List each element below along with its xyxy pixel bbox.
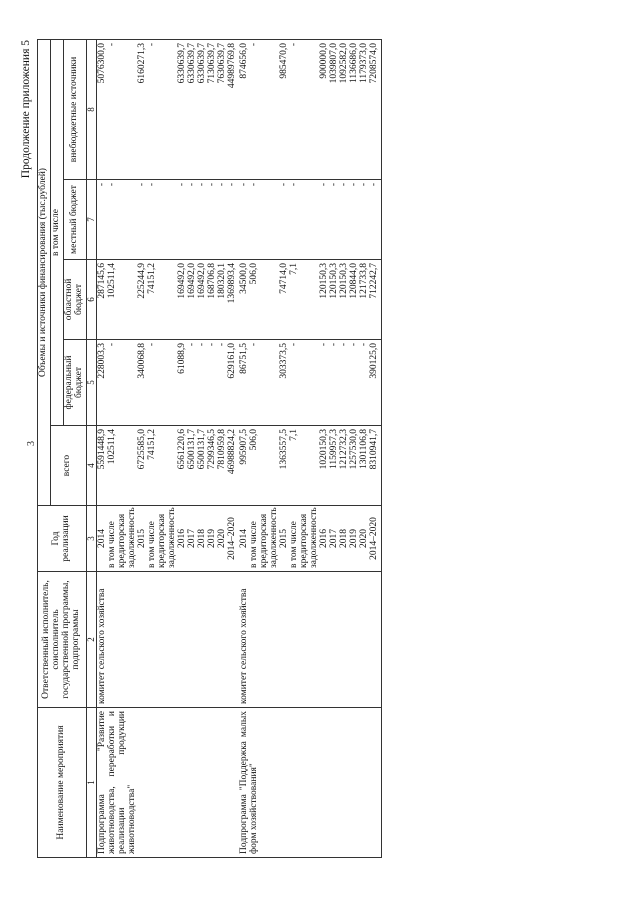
year-value: 2015 [137, 529, 148, 548]
local-value: - [207, 183, 217, 187]
extra-value: 7130639,7 [207, 43, 217, 84]
local-value: - [216, 183, 227, 187]
year-value: в том числе кредиторская задолженность [248, 507, 279, 568]
year-value: 2014 [238, 529, 249, 548]
extra-value: 874656,0 [238, 43, 249, 79]
federal-value: - [216, 343, 227, 347]
local-value: - [226, 183, 237, 187]
executor-name: комитет сельского хозяйства [97, 572, 239, 708]
regional-value: 121733,8 [358, 263, 369, 299]
col-num: 6 [86, 260, 96, 340]
local-value: - [177, 183, 188, 187]
total-value: 5591448,9 [97, 429, 108, 470]
year-value: в том числе кредиторская задолженность [147, 507, 178, 568]
year-value: 2017 [328, 529, 339, 548]
year-value: 2020 [216, 529, 227, 548]
extra-value: 6160271,3 [137, 43, 148, 84]
financing-table [37, 39, 382, 858]
year-cell [239, 506, 381, 572]
local-value: - [368, 183, 379, 187]
local-value: - [248, 183, 259, 187]
total-value: 1020150,3 [318, 429, 329, 470]
local-value: - [318, 183, 329, 187]
regional-value: 120150,3 [328, 263, 339, 299]
federal-value: - [288, 343, 299, 347]
regional-value: 169492,0 [177, 263, 188, 299]
extra-value: 1092582,0 [338, 43, 349, 84]
header-including: в том числе [50, 40, 63, 426]
regional-value: 34500,0 [238, 263, 249, 294]
subprogram-name: Подпрограмма "Развитие животноводства, переработки и реализации продукции животноводства" [97, 708, 239, 858]
rotated-table-sheet [20, 40, 620, 880]
regional-value: 120150,3 [318, 263, 329, 299]
col-num: 5 [86, 340, 96, 426]
local-value: - [278, 183, 289, 187]
header-name: Наименование мероприятия [38, 708, 87, 858]
total-value: 506,0 [248, 429, 259, 451]
federal-value: - [358, 343, 369, 347]
regional-value: 7,1 [288, 263, 299, 275]
total-value: 7299346,5 [207, 429, 217, 470]
local-value: - [348, 183, 359, 187]
local-value: - [97, 183, 108, 187]
units-note: (тыс.рублей) [38, 168, 48, 220]
federal-value: - [348, 343, 359, 347]
regional-cell [239, 260, 381, 340]
extra-value: 900000,0 [318, 43, 329, 79]
federal-value: - [318, 343, 329, 347]
extra-value: - [248, 43, 259, 47]
regional-value: 74151,2 [147, 263, 158, 294]
total-value: 1301106,8 [358, 429, 369, 470]
regional-value: 287145,6 [97, 263, 108, 299]
federal-value: - [197, 343, 208, 347]
extra-value: 1039807,0 [328, 43, 339, 84]
federal-value: - [207, 343, 217, 347]
year-value: в том числе кредиторская задолженность [288, 507, 319, 568]
local-value: - [147, 183, 158, 187]
year-value: 2017 [187, 529, 198, 548]
year-value: 2014–2020 [368, 517, 379, 560]
col-num: 2 [86, 572, 96, 708]
total-value: 46988824,2 [226, 429, 237, 475]
federal-value: - [338, 343, 349, 347]
extra-value: 5076300,0 [97, 43, 108, 84]
local-value: - [328, 183, 339, 187]
local-cell [97, 180, 239, 260]
total-value: 995907,5 [238, 429, 249, 465]
total-value: 6500131,7 [187, 429, 198, 470]
extra-value: 6330639,7 [197, 43, 208, 84]
executor-name: комитет сельского хозяйства [239, 572, 381, 708]
extra-value: 7208574,0 [368, 43, 379, 84]
federal-value: - [107, 343, 118, 347]
regional-value: 120150,3 [338, 263, 349, 299]
header-volumes-text: Объемы и источники финансирования [38, 221, 48, 377]
local-value: - [338, 183, 349, 187]
total-cell [97, 426, 239, 506]
extra-cell [97, 40, 239, 180]
total-value: 8310941,7 [368, 429, 379, 470]
column-numbers-row [86, 40, 96, 858]
col-num: 1 [86, 708, 96, 858]
federal-cell [97, 340, 239, 426]
total-value: 7,1 [288, 429, 299, 441]
total-value: 6725585,0 [137, 429, 148, 470]
federal-value: 303373,5 [278, 343, 289, 379]
header-total: всего [50, 426, 86, 506]
appendix-title [20, 40, 32, 260]
local-value: - [137, 183, 148, 187]
total-value: 6500131,7 [197, 429, 208, 470]
regional-value: 169492,0 [197, 263, 208, 299]
total-value: 1257530,0 [348, 429, 359, 470]
col-num: 8 [86, 40, 96, 180]
federal-value: 61088,9 [177, 343, 188, 374]
total-value: 6561220,6 [177, 429, 188, 470]
total-cell [239, 426, 381, 506]
regional-value: 506,0 [248, 263, 259, 285]
extra-value: 6330639,7 [177, 43, 188, 84]
regional-value: 74714,0 [278, 263, 289, 294]
year-value: 2018 [197, 529, 207, 548]
extra-value: - [147, 43, 158, 47]
header-extra: внебюджетные источники [63, 40, 86, 180]
total-value: 74151,2 [147, 429, 158, 460]
col-num: 4 [86, 426, 96, 506]
header-federal: федеральный бюджет [63, 340, 86, 426]
local-value: - [187, 183, 198, 187]
federal-value: 340068,8 [137, 343, 148, 379]
header-local: местный бюджет [63, 180, 86, 260]
extra-value: 7630639,7 [216, 43, 227, 84]
year-value: 2014 [97, 529, 108, 548]
regional-cell [97, 260, 239, 340]
federal-value: - [248, 343, 259, 347]
year-cell [97, 506, 239, 572]
federal-value: - [328, 343, 339, 347]
extra-value: 1136686,0 [348, 43, 359, 84]
regional-value: 1369893,4 [226, 263, 237, 304]
federal-value: - [147, 343, 158, 347]
subprogram-name: Подпрограмма "Поддержка малых форм хозяйствования" [239, 708, 381, 858]
regional-value: 102511,4 [107, 263, 118, 299]
appendix-title-text: Продолжение приложения 5 [20, 40, 32, 179]
table-row-block-2 [239, 40, 381, 858]
year-value: 2019 [348, 529, 359, 548]
year-value: 2019 [206, 529, 217, 548]
regional-value: 169492,0 [187, 263, 198, 299]
regional-value: 180320,1 [216, 263, 227, 299]
federal-cell [239, 340, 381, 426]
federal-value: 629161,0 [226, 343, 237, 379]
extra-value: - [288, 43, 299, 47]
local-value: - [238, 183, 249, 187]
total-value: 1212732,3 [338, 429, 349, 470]
year-value: 2016 [177, 529, 188, 548]
local-cell [239, 180, 381, 260]
regional-value: 120844,0 [348, 263, 359, 299]
header-regional: областной бюджет [63, 260, 86, 340]
col-num: 3 [86, 506, 96, 572]
extra-value: 985470,0 [278, 43, 289, 79]
local-value: - [358, 183, 369, 187]
total-value: 102511,4 [107, 429, 118, 465]
year-value: 2014–2020 [226, 517, 237, 560]
extra-value: - [107, 43, 118, 47]
total-value: 1159957,3 [328, 429, 339, 470]
total-value: 7810959,8 [216, 429, 227, 470]
col-num: 7 [86, 180, 96, 260]
year-value: в том числе кредиторская задолженность [107, 507, 138, 568]
local-value: - [288, 183, 299, 187]
federal-value: 86751,5 [238, 343, 249, 374]
regional-value: 225244,9 [137, 263, 148, 299]
total-value: 1363557,5 [278, 429, 289, 470]
extra-cell [239, 40, 381, 180]
year-value: 2020 [358, 529, 369, 548]
local-value: - [107, 183, 118, 187]
regional-value: 168706,8 [207, 263, 217, 299]
header-volumes [38, 40, 51, 506]
page-number: 3 [26, 441, 37, 446]
header-executor: Ответственный исполнитель, соисполнитель государственной программы, подпрограммы [38, 572, 87, 708]
year-value: 2015 [278, 529, 289, 548]
extra-value: 1179373,0 [358, 43, 369, 84]
year-value: 2016 [318, 529, 329, 548]
local-value: - [197, 183, 208, 187]
table-row-block-1 [97, 40, 239, 858]
extra-value: 6330639,7 [187, 43, 198, 84]
federal-value: 228003,3 [97, 343, 108, 379]
header-year: Год реализации [38, 506, 87, 572]
year-value: 2018 [338, 529, 349, 548]
federal-value: 390125,0 [368, 343, 379, 379]
extra-value: 44989769,8 [226, 43, 237, 89]
federal-value: - [187, 343, 198, 347]
regional-value: 712242,7 [368, 263, 379, 299]
